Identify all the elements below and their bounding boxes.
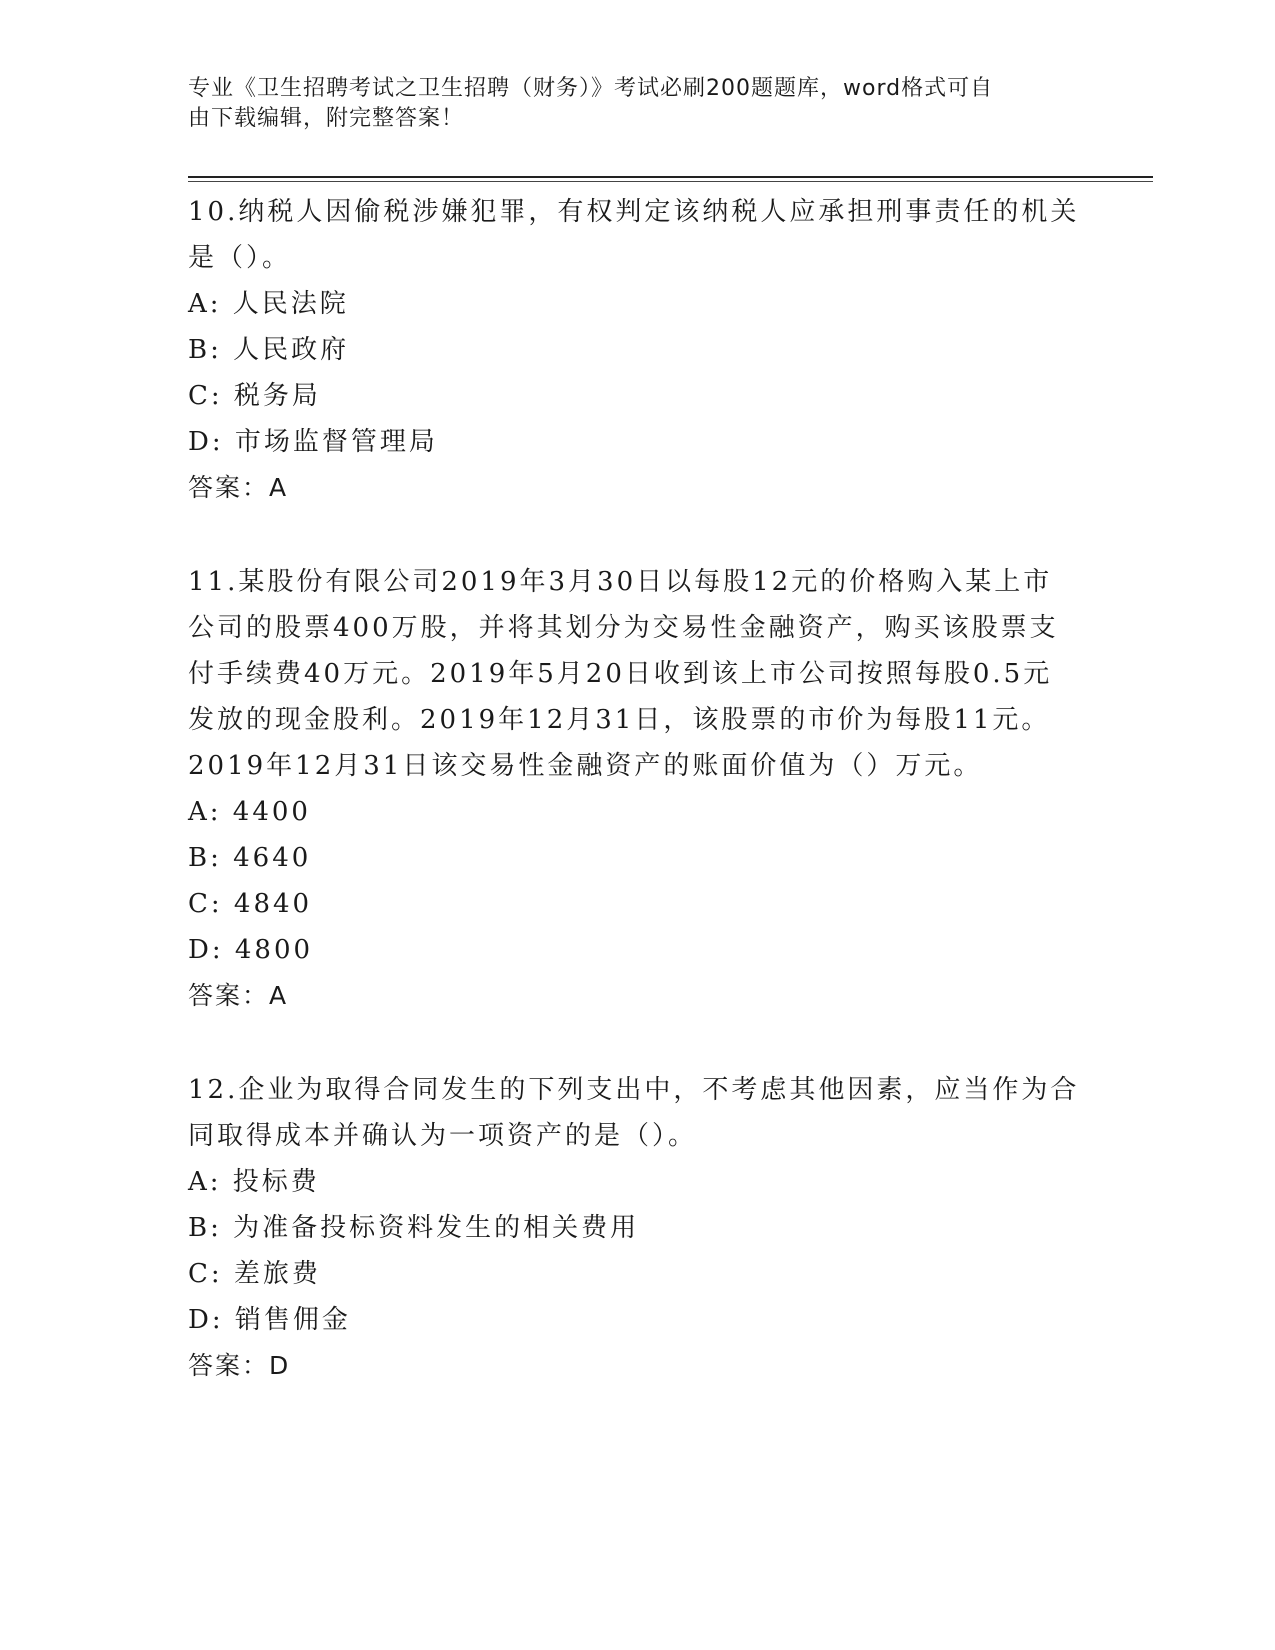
question-text	[188, 189, 1088, 281]
question-line: 11.某股份有限公司2019年3月30日以每股12元的价格购入某上市	[188, 567, 1053, 597]
header-divider-thin	[188, 181, 1153, 182]
question-12	[188, 1067, 1088, 1389]
header-line-2: 由下载编辑，附完整答案！	[188, 106, 465, 131]
answer-line: 答案：A	[188, 981, 289, 1010]
option-a: A: 4400	[188, 797, 311, 827]
question-text	[188, 1067, 1088, 1159]
question-line: 10.纳税人因偷税涉嫌犯罪，有权判定该纳税人应承担刑事责任的机关	[188, 197, 1080, 227]
answer-line: 答案：D	[188, 1351, 291, 1380]
option-c: C: 4840	[188, 889, 313, 919]
question-11	[188, 559, 1088, 1019]
question-spacer	[188, 1019, 1088, 1067]
question-line: 发放的现金股利。2019年12月31日，该股票的市价为每股11元。	[188, 705, 1051, 735]
question-text	[188, 559, 1088, 789]
question-line: 是（）。	[188, 243, 292, 273]
option-a: A: 投标费	[188, 1167, 320, 1197]
answer-line: 答案：A	[188, 473, 289, 502]
header-line-1: 专业《卫生招聘考试之卫生招聘（财务）》考试必刷200题题库，word格式可自	[188, 76, 994, 101]
question-line: 公司的股票400万股，并将其划分为交易性金融资产，购买该股票支	[188, 613, 1059, 643]
option-a: A: 人民法院	[188, 289, 349, 319]
option-d: D: 销售佣金	[188, 1305, 351, 1335]
question-line: 2019年12月31日该交易性金融资产的账面价值为（）万元。	[188, 751, 983, 781]
option-c: C: 差旅费	[188, 1259, 321, 1289]
header-divider-thick	[188, 176, 1153, 178]
option-b: B: 4640	[188, 843, 312, 873]
option-c: C: 税务局	[188, 381, 321, 411]
option-d: D: 市场监督管理局	[188, 427, 438, 457]
option-b: B: 人民政府	[188, 335, 350, 365]
question-list	[188, 189, 1088, 1389]
document-header	[188, 74, 1068, 134]
question-spacer	[188, 511, 1088, 559]
question-10	[188, 189, 1088, 511]
question-line: 12.企业为取得合同发生的下列支出中，不考虑其他因素，应当作为合	[188, 1075, 1080, 1105]
option-d: D: 4800	[188, 935, 314, 965]
question-line: 付手续费40万元。2019年5月20日收到该上市公司按照每股0.5元	[188, 659, 1053, 689]
option-b: B: 为准备投标资料发生的相关费用	[188, 1213, 640, 1243]
question-line: 同取得成本并确认为一项资产的是（）。	[188, 1121, 698, 1151]
